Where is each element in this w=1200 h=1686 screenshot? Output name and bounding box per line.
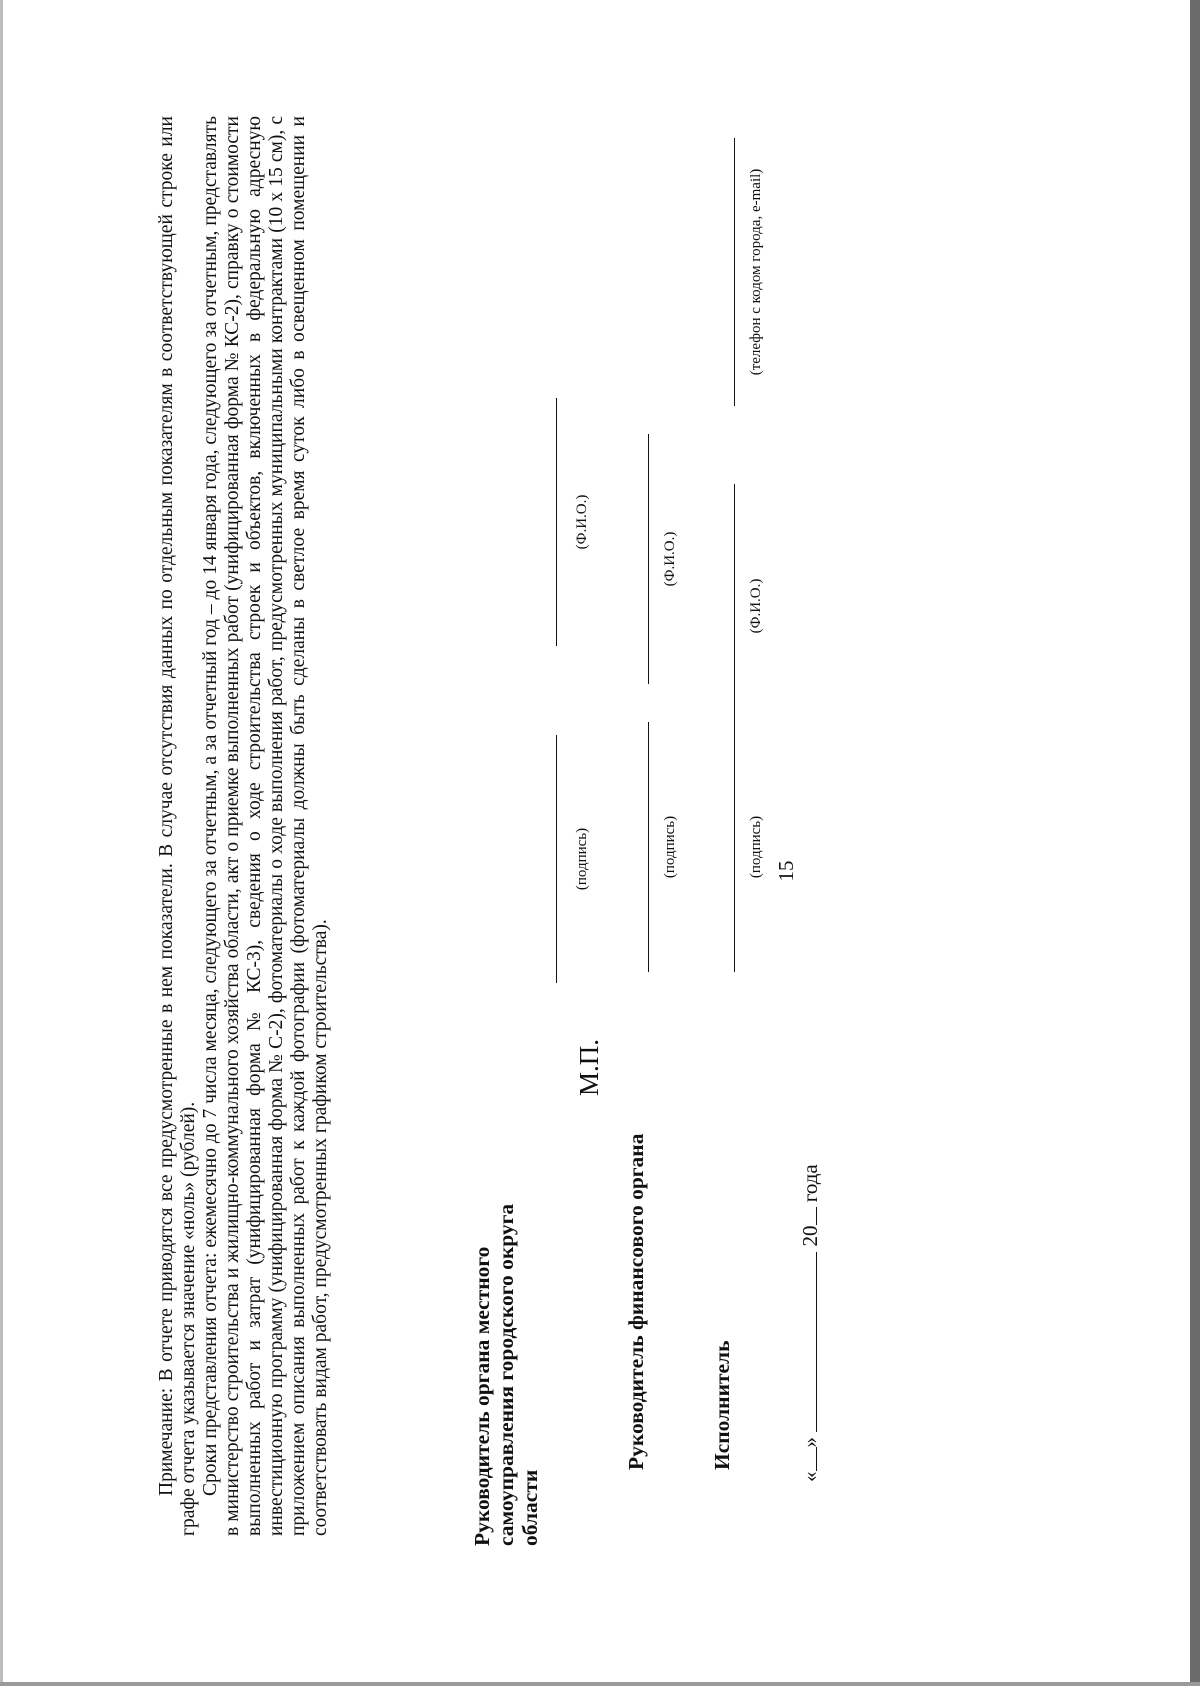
- date-year-blank: [796, 1208, 817, 1226]
- executor-name-caption: (Ф.И.О.): [748, 578, 764, 634]
- executor-phone-caption: (телефон с кодом города, e-mail): [748, 168, 764, 376]
- head-local-line-1: Руководитель органа местного: [470, 1246, 494, 1546]
- executor-title: Исполнитель: [710, 1340, 734, 1470]
- head-local-signature-line: [556, 735, 557, 983]
- head-finance-signature-caption: (подпись): [662, 815, 678, 879]
- date-year-prefix: 20: [798, 1225, 822, 1247]
- stamp-placeholder: М.П.: [574, 1038, 604, 1096]
- note-section: [156, 116, 332, 1536]
- head-local-title: [470, 1186, 542, 1546]
- head-finance-name-line: [648, 434, 649, 684]
- date-line: [796, 1164, 823, 1482]
- executor-signature-line: [734, 722, 735, 972]
- note-paragraph-2: Сроки представления отчета: ежемесячно до 7 числа месяца, следующего за отчетным, а за отчетный год – до 14 января года, следующего за отчетным, представлять в министерство строительства и жилищно-коммунального хозяйства области, акт о приемке выполненных работ (унифицированная форма № КС-2), справку о стоимости выполненных работ и затрат (унифицированная форма № КС-3), сведения о ходе строительства строек и объектов, включенных в федеральную адресную инвестиционную программу (унифицированная форма № С-2), фотоматериалы о ходе выполнения работ, предусмотренных муниципальными контрактами (10 x 15 см), с приложением описания выполненных работ к каждой фотографии (фотоматериалы должны быть сделаны в светлое время суток либо в освещенном помещении и соответствовать видам работ, предусмотренных графиком строительства).: [200, 116, 331, 1536]
- head-finance-name-caption: (Ф.И.О.): [662, 531, 678, 587]
- head-local-name-caption: (Ф.И.О.): [574, 494, 590, 550]
- note-paragraph-1: Примечание: В отчете приводятся все предусмотренные в нем показатели. В случае отсутствия данных по отдельным показателям в соответствующей строке или графе отчета указывается значение «ноль» (рублей).: [156, 116, 199, 1536]
- head-local-line-3: области: [518, 1469, 542, 1546]
- head-finance-signature-line: [648, 722, 649, 972]
- head-local-name-line: [556, 398, 557, 646]
- executor-phone-line: [734, 138, 735, 406]
- head-local-signature-caption: (подпись): [574, 827, 590, 891]
- executor-name-line: [734, 484, 735, 728]
- executor-signature-caption: (подпись): [748, 815, 764, 879]
- date-open-quote: «: [798, 1471, 822, 1482]
- head-finance-title: Руководитель финансового органа: [624, 1133, 648, 1470]
- date-close-quote: »: [798, 1437, 822, 1448]
- head-local-line-2: самоуправления городского округа: [494, 1203, 518, 1546]
- date-month-blank: [796, 1252, 817, 1432]
- date-year-suffix: года: [798, 1164, 822, 1203]
- page-number: 15: [774, 860, 798, 882]
- date-day-blank: [796, 1448, 817, 1472]
